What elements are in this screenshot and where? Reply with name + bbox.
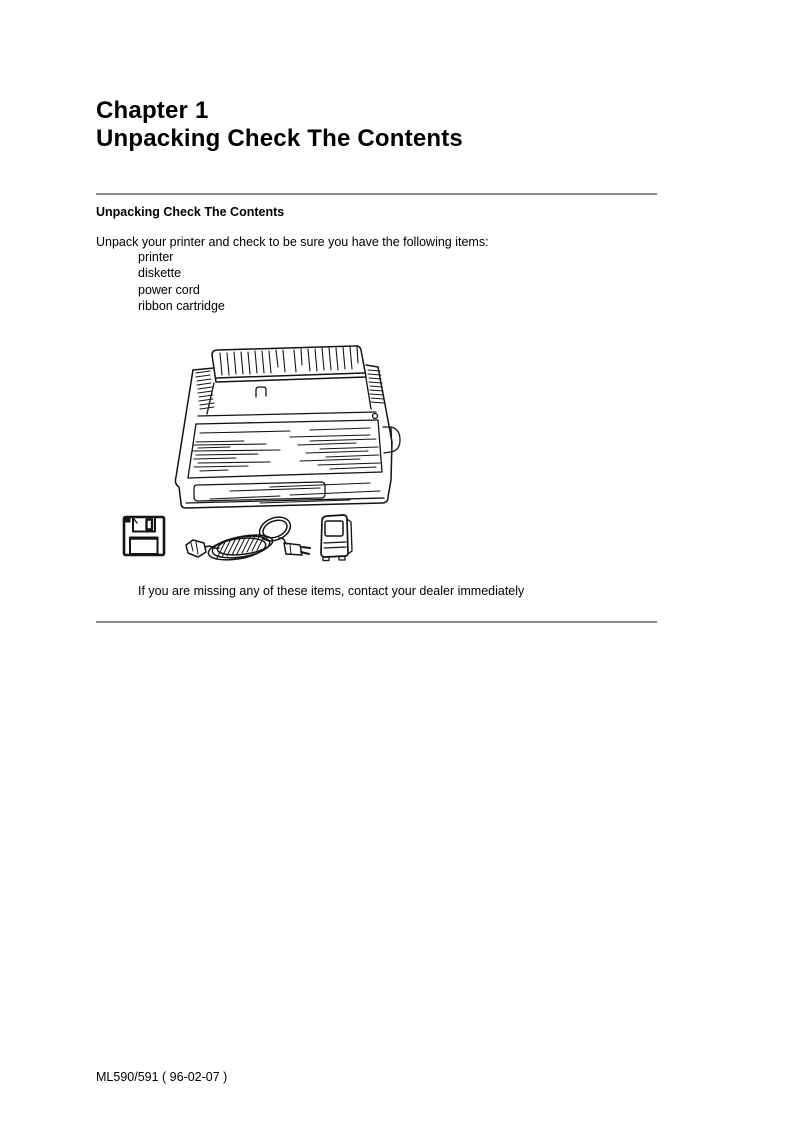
top-divider-rule — [96, 193, 657, 195]
printer-illustration — [170, 337, 402, 512]
checklist-item-ribbon-cartridge: ribbon cartridge — [138, 299, 225, 314]
diskette-illustration — [121, 513, 167, 559]
intro-sentence: Unpack your printer and check to be sure you have the following items: — [96, 235, 489, 249]
checklist-item-diskette: diskette — [138, 266, 182, 281]
checklist-item-printer: printer — [138, 250, 174, 264]
checklist-item-power-cord: power cord — [138, 282, 200, 297]
missing-items-note: If you are missing any of these items, contact your dealer immediately — [138, 584, 525, 598]
chapter-heading-line2: Unpacking Check The Contents — [96, 125, 463, 152]
ribbon-cartridge-illustration — [315, 512, 355, 562]
bottom-divider-rule — [96, 621, 657, 623]
footer-document-id: ML590/591 ( 96-02-07 ) — [96, 1070, 228, 1084]
power-cord-illustration — [183, 512, 313, 570]
chapter-heading-line1: Chapter 1 — [96, 97, 209, 124]
chapter-heading — [96, 97, 463, 153]
section-title: Unpacking Check The Contents — [96, 205, 285, 219]
contents-checklist — [138, 249, 225, 315]
